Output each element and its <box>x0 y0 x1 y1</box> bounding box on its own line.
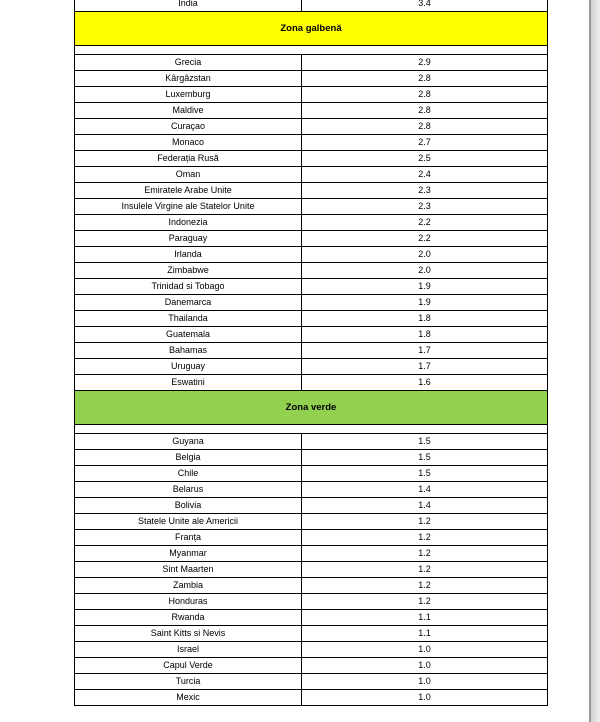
country-cell: Thailanda <box>75 311 302 327</box>
table-row <box>75 215 548 231</box>
value-cell: 1.8 <box>302 311 548 327</box>
table-row <box>75 279 548 295</box>
spacer-cell <box>75 46 548 55</box>
green-zone-header <box>75 391 548 425</box>
table-row <box>75 658 548 674</box>
value-cell: 1.4 <box>302 482 548 498</box>
country-cell: Belgia <box>75 450 302 466</box>
table-row <box>75 498 548 514</box>
country-cell: Sint Maarten <box>75 562 302 578</box>
table-row <box>75 231 548 247</box>
yellow-zone-header <box>75 12 548 46</box>
table-row <box>75 594 548 610</box>
table-row <box>75 135 548 151</box>
value-cell: 1.2 <box>302 562 548 578</box>
table-row <box>75 0 548 12</box>
value-cell: 1.7 <box>302 359 548 375</box>
table-row <box>75 119 548 135</box>
value-cell: 2.8 <box>302 71 548 87</box>
table-row <box>75 55 548 71</box>
table-row <box>75 343 548 359</box>
country-cell: Uruguay <box>75 359 302 375</box>
table-row <box>75 295 548 311</box>
table-row <box>75 626 548 642</box>
table-row <box>75 434 548 450</box>
table-row <box>75 466 548 482</box>
value-cell: 1.1 <box>302 610 548 626</box>
table-row <box>75 327 548 343</box>
country-cell: Federația Rusă <box>75 151 302 167</box>
country-cell: Belarus <box>75 482 302 498</box>
country-cell: Franța <box>75 530 302 546</box>
value-cell: 1.0 <box>302 674 548 690</box>
table-row <box>75 690 548 706</box>
table-row <box>75 562 548 578</box>
country-cell: Capul Verde <box>75 658 302 674</box>
value-cell: 1.5 <box>302 450 548 466</box>
value-cell: 3.4 <box>302 0 548 12</box>
value-cell: 1.5 <box>302 434 548 450</box>
table-row <box>75 530 548 546</box>
value-cell: 1.1 <box>302 626 548 642</box>
spacer-cell <box>75 425 548 434</box>
table-row <box>75 71 548 87</box>
value-cell: 1.4 <box>302 498 548 514</box>
value-cell: 1.2 <box>302 594 548 610</box>
table-row <box>75 514 548 530</box>
value-cell: 2.7 <box>302 135 548 151</box>
table-row <box>75 482 548 498</box>
country-cell: Irlanda <box>75 247 302 263</box>
page-shadow <box>591 0 600 722</box>
table-row <box>75 247 548 263</box>
value-cell: 1.0 <box>302 642 548 658</box>
table-row <box>75 199 548 215</box>
value-cell: 1.2 <box>302 530 548 546</box>
country-cell: Guyana <box>75 434 302 450</box>
table-row <box>75 311 548 327</box>
table-row <box>75 375 548 391</box>
value-cell: 1.9 <box>302 295 548 311</box>
value-cell: 1.8 <box>302 327 548 343</box>
country-cell: Bahamas <box>75 343 302 359</box>
value-cell: 1.9 <box>302 279 548 295</box>
country-cell: Paraguay <box>75 231 302 247</box>
country-cell: Oman <box>75 167 302 183</box>
table-row <box>75 450 548 466</box>
value-cell: 1.6 <box>302 375 548 391</box>
value-cell: 1.5 <box>302 466 548 482</box>
value-cell: 2.4 <box>302 167 548 183</box>
table-row <box>75 674 548 690</box>
country-cell: Statele Unite ale Americii <box>75 514 302 530</box>
country-cell: Trinidad si Tobago <box>75 279 302 295</box>
country-cell: Turcia <box>75 674 302 690</box>
country-cell: Danemarca <box>75 295 302 311</box>
country-cell: Bolivia <box>75 498 302 514</box>
table-row <box>75 546 548 562</box>
country-cell: Curaçao <box>75 119 302 135</box>
value-cell: 1.2 <box>302 546 548 562</box>
value-cell: 2.9 <box>302 55 548 71</box>
country-cell: Zambia <box>75 578 302 594</box>
table-row <box>75 642 548 658</box>
country-cell: Zimbabwe <box>75 263 302 279</box>
country-cell: Honduras <box>75 594 302 610</box>
value-cell: 2.3 <box>302 183 548 199</box>
country-incidence-table <box>74 0 548 706</box>
country-cell: Insulele Virgine ale Statelor Unite <box>75 199 302 215</box>
value-cell: 2.5 <box>302 151 548 167</box>
country-cell: Kârgâzstan <box>75 71 302 87</box>
green-zone-spacer <box>75 425 548 434</box>
country-cell: Indonezia <box>75 215 302 231</box>
table-row <box>75 610 548 626</box>
value-cell: 1.7 <box>302 343 548 359</box>
table-row <box>75 167 548 183</box>
country-cell: India <box>75 0 302 12</box>
value-cell: 1.2 <box>302 514 548 530</box>
yellow-zone-title: Zona galbenă <box>75 12 548 46</box>
table-row <box>75 263 548 279</box>
country-cell: Chile <box>75 466 302 482</box>
country-cell: Israel <box>75 642 302 658</box>
value-cell: 2.0 <box>302 247 548 263</box>
country-cell: Grecia <box>75 55 302 71</box>
value-cell: 1.0 <box>302 658 548 674</box>
country-cell: Eswatini <box>75 375 302 391</box>
country-cell: Luxemburg <box>75 87 302 103</box>
table-row <box>75 359 548 375</box>
country-cell: Myanmar <box>75 546 302 562</box>
value-cell: 2.8 <box>302 119 548 135</box>
value-cell: 2.8 <box>302 103 548 119</box>
table-row <box>75 103 548 119</box>
value-cell: 2.8 <box>302 87 548 103</box>
value-cell: 2.2 <box>302 215 548 231</box>
table-row <box>75 183 548 199</box>
country-cell: Monaco <box>75 135 302 151</box>
table-row <box>75 87 548 103</box>
country-cell: Saint Kitts si Nevis <box>75 626 302 642</box>
table-body <box>75 0 548 706</box>
value-cell: 2.0 <box>302 263 548 279</box>
value-cell: 2.2 <box>302 231 548 247</box>
country-cell: Rwanda <box>75 610 302 626</box>
country-cell: Emiratele Arabe Unite <box>75 183 302 199</box>
table-row <box>75 578 548 594</box>
value-cell: 1.0 <box>302 690 548 706</box>
country-cell: Mexic <box>75 690 302 706</box>
yellow-zone-spacer <box>75 46 548 55</box>
table-row <box>75 151 548 167</box>
country-cell: Maldive <box>75 103 302 119</box>
value-cell: 1.2 <box>302 578 548 594</box>
green-zone-title: Zona verde <box>75 391 548 425</box>
value-cell: 2.3 <box>302 199 548 215</box>
country-cell: Guatemala <box>75 327 302 343</box>
